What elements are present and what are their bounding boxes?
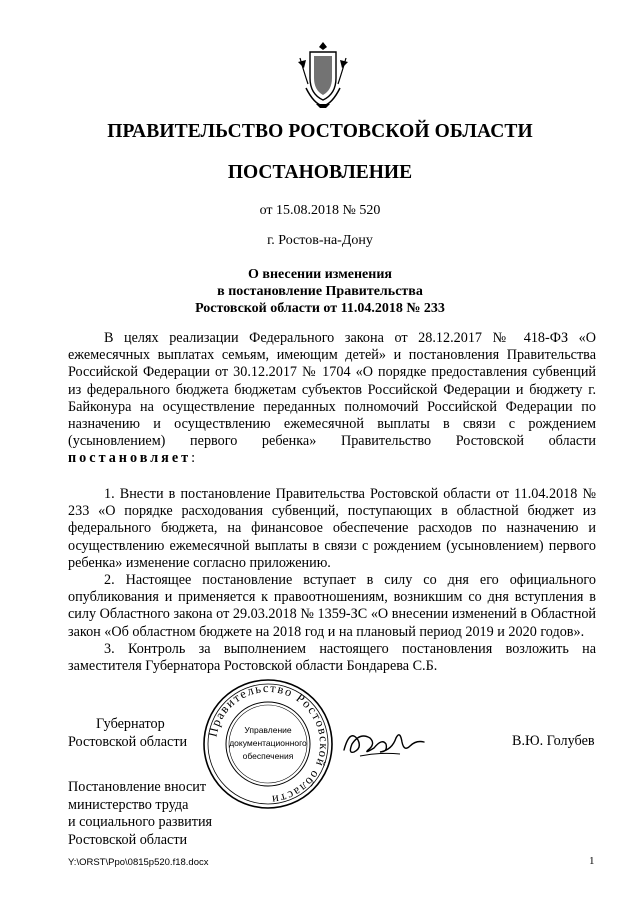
official-stamp-seal: [200, 676, 336, 812]
preamble-paragraph: [68, 330, 596, 468]
document-date-number: от 15.08.2018 № 520: [259, 203, 381, 218]
organization-title: ПРАВИТЕЛЬСТВО РОСТОВСКОЙ ОБЛАСТИ: [107, 121, 533, 142]
signatory-position: [68, 716, 187, 751]
decree-item-1: 1. Внести в постановление Правительства Ростовской области от 11.04.2018 № 233 «О порядке расходования субвенций, поступающих в областной бюджет из федерального бюджета, на финансовое обеспечение расходов по назначению и осуществлению ежемесячной выплаты в связи с рождением (усыновлением) первого ребенка» изменение согласно приложению.: [68, 486, 596, 571]
stamp-inner-line-2: документационного: [229, 738, 307, 748]
decree-item-3: 3. Контроль за выполнением настоящего постановления возложить на заместителя Губернатора Ростовской области Бондарева С.Б.: [68, 640, 596, 675]
note-line-2: министерство труда: [68, 796, 189, 813]
page-number: 1: [589, 855, 595, 867]
subject-line-3: Ростовской области от 11.04.2018 № 233: [195, 301, 445, 316]
preamble-text: В целях реализации Федерального закона от 28.12.2017 № 418-ФЗ «О ежемесячных выплатах семьям, имеющим детей» и постановления Правительства Российской Федерации от 30.12.2017 № 1704 «О порядке предоставления субвенций из федерального бюджета бюджетам субъектов Российской Федерации и бюджету г. Байконура на осуществление переданных полномочий Российской Федерации по назначению и осуществлению ежемесячной выплаты в связи с рождением (усыновлением) первого ребенка» Правительство Ростовской области: [68, 330, 596, 450]
decree-items: [68, 486, 596, 675]
stamp-inner-line-3: обеспечения: [242, 751, 294, 761]
note-line-4: Ростовской области: [68, 831, 188, 848]
signatory-position-line-2: Ростовской области: [68, 733, 188, 750]
document-subject: [0, 266, 640, 317]
file-path-footer: Y:\ORST\Ppo\0815p520.f18.docx: [68, 857, 209, 868]
decree-word: постановляет: [68, 450, 192, 467]
decree-item-2: 2. Настоящее постановление вступает в силу со дня его официального опубликования и применяется к правоотношениям, возникшим со дня вступления в силу Областного закона от 29.03.2018 № 1359-ЗС «О внесении изменений в Областной закон «Об областном бюджете на 2018 год и на плановый период 2019 и 2020 годов».: [68, 572, 596, 640]
handwritten-signature: [340, 720, 430, 762]
subject-line-1: О внесении изменения: [248, 267, 392, 282]
signatory-name: В.Ю. Голубев: [512, 733, 595, 749]
submitted-by-note: [68, 779, 212, 849]
note-line-1: Постановление вносит: [68, 779, 207, 795]
signatory-position-line-1: Губернатор: [96, 716, 165, 732]
decree-colon: :: [191, 450, 196, 467]
stamp-ring-text: Правительство Ростовской области: [205, 680, 332, 808]
stamp-inner-line-1: Управление: [244, 725, 292, 735]
coat-of-arms-emblem-icon: [296, 38, 350, 110]
document-type-title: ПОСТАНОВЛЕНИЕ: [227, 162, 413, 183]
subject-line-2: в постановление Правительства: [217, 284, 423, 299]
document-city: г. Ростов-на-Дону: [267, 233, 373, 248]
note-line-3: и социального развития: [68, 814, 213, 830]
